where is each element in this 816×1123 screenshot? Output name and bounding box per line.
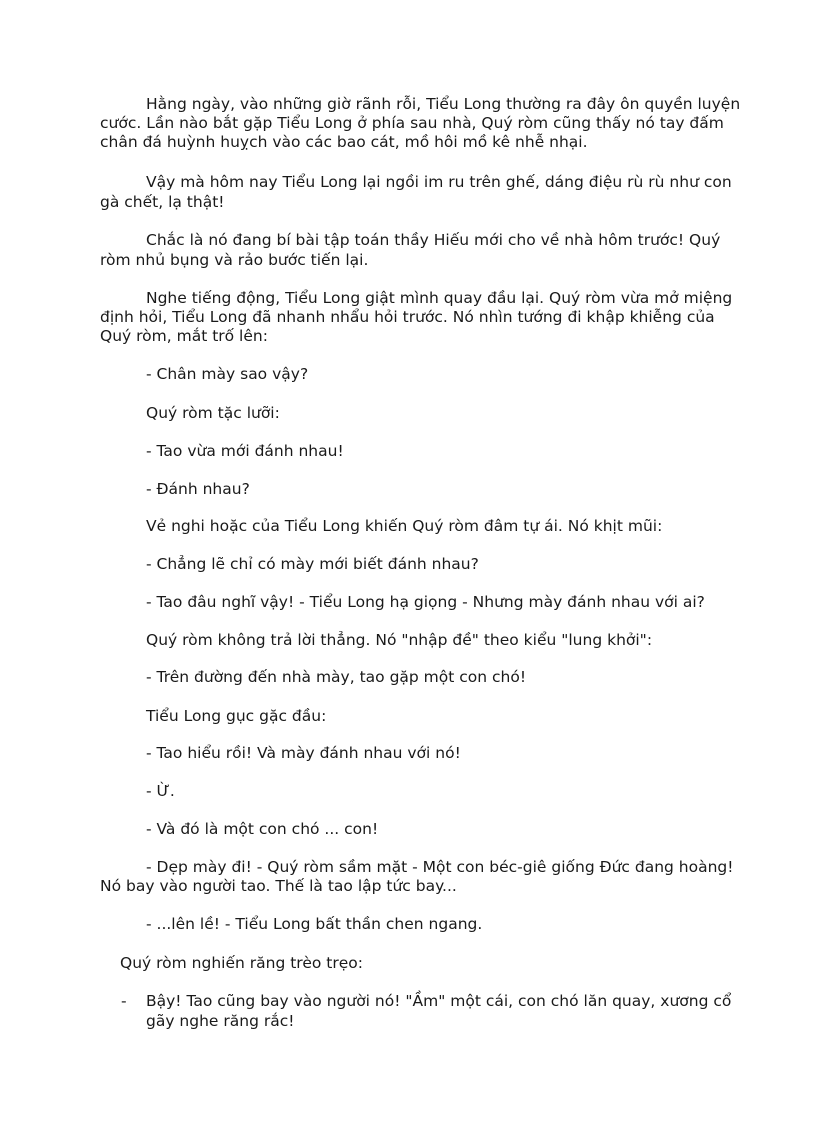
narration-line: Tiểu Long gục gặc đầu: [146,707,327,725]
narration-line: Quý ròm tặc lưỡi: [146,404,280,422]
dialogue-line: - Dẹp mày đi! - Quý ròm sầm mặt - Một con béc-giê giống Đức đang hoàng! [146,858,734,876]
paragraph-line: cước. Lần nào bắt gặp Tiểu Long ở phía sau nhà, Quý ròm cũng thấy nó tay đấm [100,114,724,132]
paragraph-line: định hỏi, Tiểu Long đã nhanh nhẩu hỏi trước. Nó nhìn tướng đi khập khiễng của [100,308,715,326]
paragraph-line: Hằng ngày, vào những giờ rãnh rỗi, Tiểu Long thường ra đây ôn quyền luyện [146,95,741,113]
dialogue-line: gãy nghe răng rắc! [146,1012,295,1030]
narration-line: Quý ròm nghiến răng trèo trẹo: [120,954,363,972]
dialogue-line: - Chẳng lẽ chỉ có mày mới biết đánh nhau? [146,555,479,573]
paragraph-line: chân đá huỳnh huỵch vào các bao cát, mồ hôi mồ kê nhễ nhại. [100,133,588,151]
paragraph-line: Chắc là nó đang bí bài tập toán thầy Hiếu mới cho về nhà hôm trước! Quý [146,231,721,249]
paragraph-line: Nghe tiếng động, Tiểu Long giật mình quay đầu lại. Quý ròm vừa mở miệng [146,289,733,307]
dialogue-line: Bậy! Tao cũng bay vào người nó! "Ầm" một cái, con chó lăn quay, xương cổ [146,992,732,1010]
dialogue-line: - Tao hiểu rồi! Và mày đánh nhau với nó! [146,744,461,762]
dialogue-line: - Ừ. [146,782,175,800]
narration-line: Quý ròm không trả lời thẳng. Nó "nhập đề" theo kiểu "lung khởi": [146,631,653,649]
paragraph-line: gà chết, lạ thật! [100,193,225,211]
dialogue-line: - Chân mày sao vậy? [146,365,309,383]
dialogue-line: Nó bay vào người tao. Thế là tao lập tức bay... [100,877,457,895]
dialogue-line: - Và đó là một con chó ... con! [146,820,379,838]
dialogue-line: - Trên đường đến nhà mày, tao gặp một con chó! [146,668,527,686]
narration-line: Vẻ nghi hoặc của Tiểu Long khiến Quý ròm đâm tự ái. Nó khịt mũi: [146,517,663,535]
paragraph-line: ròm nhủ bụng và rảo bước tiến lại. [100,251,369,269]
dialogue-line: - Tao đâu nghĩ vậy! - Tiểu Long hạ giọng - Nhưng mày đánh nhau với ai? [146,593,705,611]
dialogue-line: - ...lên lề! - Tiểu Long bất thần chen ngang. [146,915,483,933]
list-dash: - [121,992,127,1010]
paragraph-line: Vậy mà hôm nay Tiểu Long lại ngồi im ru trên ghế, dáng điệu rù rù như con [146,173,732,191]
dialogue-line: - Đánh nhau? [146,480,250,498]
paragraph-line: Quý ròm, mắt trố lên: [100,327,268,345]
dialogue-line: - Tao vừa mới đánh nhau! [146,442,344,460]
